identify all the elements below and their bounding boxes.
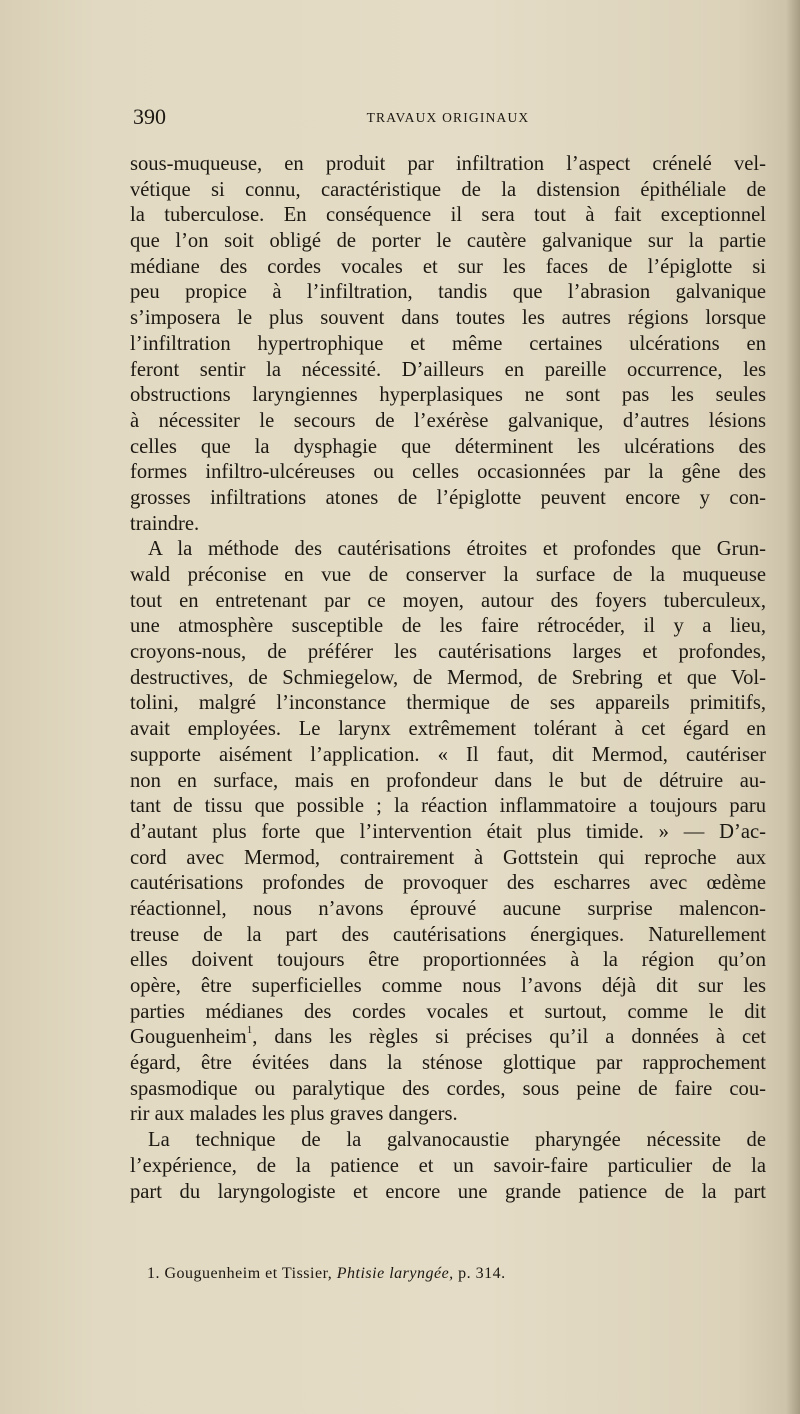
footnote-number: 1.: [147, 1265, 160, 1282]
text-line: grosses infiltrations atones de l’épiglotte peuvent encore y con-: [130, 486, 766, 509]
text-line: d’autant plus forte que l’intervention était plus timide. » — D’ac-: [130, 820, 766, 843]
text-line: treuse de la part des cautérisations énergiques. Naturellement: [130, 923, 766, 946]
line-continuation: , dans les règles si précises qu’il a données à cet: [252, 1026, 766, 1049]
footnote: [147, 1265, 506, 1283]
paragraph-start: La technique de la galvanocaustie pharyngée nécessite de: [148, 1129, 766, 1152]
text-line: réactionnel, nous n’avons éprouvé aucune surprise malencon-: [130, 897, 766, 920]
footnote-title: Phtisie laryngée,: [336, 1265, 454, 1282]
text-line: vétique si connu, caractéristique de la distension épithéliale de: [130, 178, 766, 201]
text-line: s’imposera le plus souvent dans toutes les autres régions lorsque: [130, 307, 766, 330]
text-line: tant de tissu que possible ; la réaction inflammatoire a toujours paru: [130, 795, 766, 818]
text-line: une atmosphère susceptible de les faire rétrocéder, il y a lieu,: [130, 615, 766, 638]
footnote-page: p. 314.: [458, 1265, 506, 1282]
text-line: feront sentir la nécessité. D’ailleurs en pareille occurrence, les: [130, 358, 766, 381]
text-line: tolini, malgré l’inconstance thermique de ses appareils primitifs,: [130, 692, 766, 715]
page-header: [133, 104, 763, 134]
text-line: supporte aisément l’application. « Il faut, dit Mermod, cautériser: [130, 743, 766, 766]
text-line: celles que la dysphagie que déterminent les ulcérations des: [130, 435, 766, 458]
text-line: avait employées. Le larynx extrêmement tolérant à cet égard en: [130, 718, 766, 741]
page-edge-shadow: [786, 0, 800, 1414]
footnote-reference[interactable]: 1: [246, 1024, 253, 1037]
text-line: cord avec Mermod, contrairement à Gottstein qui reproche aux: [130, 846, 766, 869]
text-line: opère, être superficielles comme nous l’avons déjà dit sur les: [130, 975, 766, 997]
text-line: médiane des cordes vocales et sur les faces de l’épiglotte si: [130, 255, 766, 278]
text-line: spasmodique ou paralytique des cordes, sous peine de faire cou-: [130, 1077, 766, 1100]
text-line: non en surface, mais en profondeur dans le but de détruire au-: [130, 769, 766, 792]
text-line: traindre.: [130, 512, 200, 535]
text-line: formes infiltro-ulcéreuses ou celles occasionnées par la gêne des: [130, 461, 766, 484]
text-line: parties médianes des cordes vocales et surtout, comme le dit: [130, 1000, 766, 1023]
text-line: l’infiltration hypertrophique et même certaines ulcérations en: [130, 332, 766, 355]
text-line: sous-muqueuse, en produit par infiltration l’aspect crénelé vel-: [130, 153, 766, 175]
running-head: TRAVAUX ORIGINAUX: [366, 110, 530, 125]
text-line-with-footnote: [130, 1025, 766, 1051]
text-line: obstructions laryngiennes hyperplasiques ne sont pas les seules: [130, 384, 766, 407]
text-line: cautérisations profondes de provoquer des escharres avec œdème: [130, 872, 766, 895]
text-line: elles doivent toujours être proportionnées à la région qu’on: [130, 949, 766, 972]
page-number: 390: [133, 104, 166, 129]
paragraph-start: A la méthode des cautérisations étroites et profondes que Grun-: [148, 538, 766, 561]
body-text: [130, 152, 766, 1205]
text-line: part du laryngologiste et encore une grande patience de la part: [130, 1180, 766, 1203]
footnote-authors: Gouguenheim et Tissier,: [164, 1265, 333, 1282]
text-line: destructives, de Schmiegelow, de Mermod, de Srebring et que Vol-: [130, 666, 766, 689]
text-line: tout en entretenant par ce moyen, autour des foyers tuberculeux,: [130, 589, 766, 612]
text-line: l’expérience, de la patience et un savoir-faire particulier de la: [130, 1154, 766, 1177]
text-line: la tuberculose. En conséquence il sera tout à fait exceptionnel: [130, 204, 766, 227]
author-name: Gouguenheim: [130, 1026, 247, 1049]
text-line: à nécessiter le secours de l’exérèse galvanique, d’autres lésions: [130, 409, 766, 432]
text-line: que l’on soit obligé de porter le cautère galvanique sur la partie: [130, 230, 766, 253]
text-line: croyons-nous, de préférer les cautérisations larges et profondes,: [130, 641, 766, 664]
text-line: wald préconise en vue de conserver la surface de la muqueuse: [130, 564, 766, 586]
text-line: rir aux malades les plus graves dangers.: [130, 1103, 458, 1126]
text-line: égard, être évitées dans la sténose glottique par rapprochement: [130, 1052, 766, 1075]
text-line: peu propice à l’infiltration, tandis que l’abrasion galvanique: [130, 281, 766, 304]
